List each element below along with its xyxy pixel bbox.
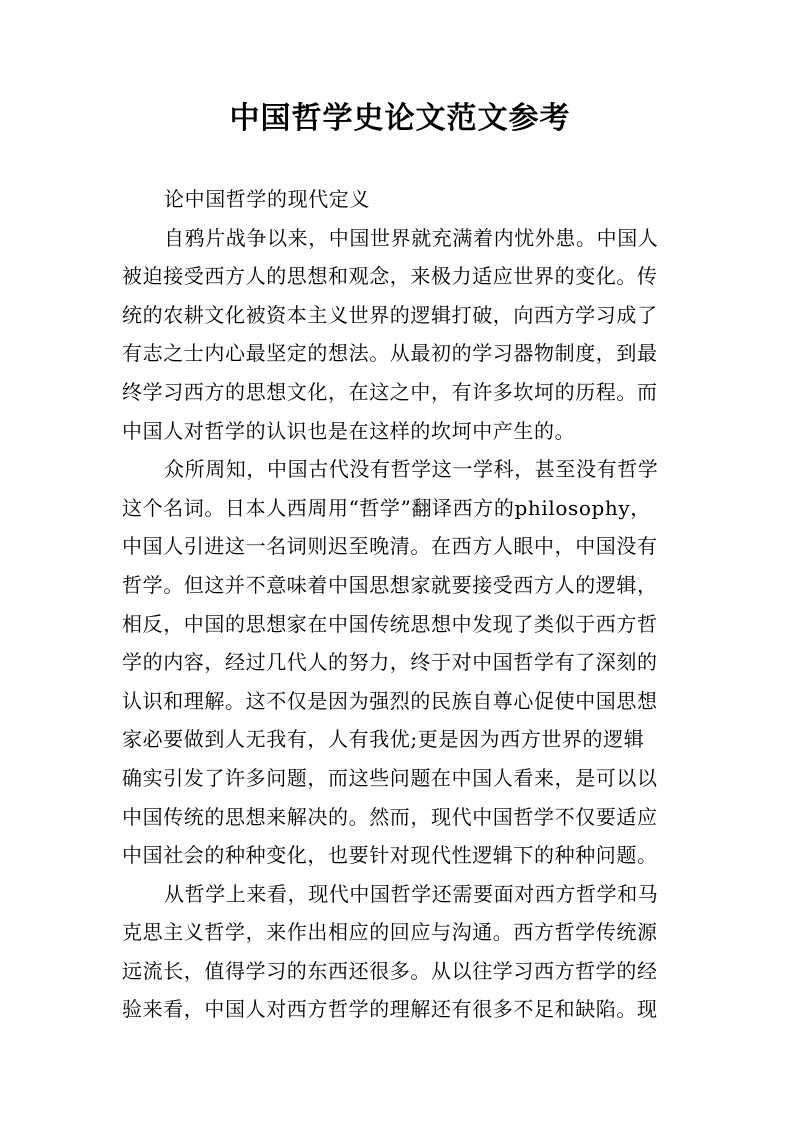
text-line: 确实引发了许多问题，而这些问题在中国人看来，是可以以 bbox=[122, 765, 658, 790]
text-line: 远流长，值得学习的东西还很多。从以往学习西方哲学的经 bbox=[122, 958, 658, 983]
text-line: 统的农耕文化被资本主义世界的逻辑打破，向西方学习成了 bbox=[122, 302, 658, 327]
text-line: 中国传统的思想来解决的。然而，现代中国哲学不仅要适应 bbox=[122, 804, 658, 829]
document-body bbox=[122, 180, 688, 1029]
text-line: 被迫接受西方人的思想和观念，来极力适应世界的变化。传 bbox=[122, 264, 658, 289]
text-line: 众所周知，中国古代没有哲学这一学科，甚至没有哲学 bbox=[164, 457, 659, 482]
text-line: 学的内容，经过几代人的努力，终于对中国哲学有了深刻的 bbox=[122, 650, 658, 675]
text-line: 认识和理解。这不仅是因为强烈的民族自尊心促使中国思想 bbox=[122, 688, 658, 713]
text-line: 中国社会的种种变化，也要针对现代性逻辑下的种种问题。 bbox=[122, 843, 658, 868]
text-line: 中国人对哲学的认识也是在这样的坎坷中产生的。 bbox=[122, 418, 576, 443]
text-line: 有志之士内心最坚定的想法。从最初的学习器物制度，到最 bbox=[122, 341, 658, 366]
text-line: 中国人引进这一名词则迟至晚清。在西方人眼中，中国没有 bbox=[122, 534, 658, 559]
text-line: 哲学。但这并不意味着中国思想家就要接受西方人的逻辑， bbox=[122, 572, 658, 597]
text-line: 验来看，中国人对西方哲学的理解还有很多不足和缺陷。现 bbox=[122, 997, 658, 1022]
text-line: 家必要做到人无我有，人有我优;更是因为西方世界的逻辑 bbox=[122, 727, 645, 752]
text-line: 这个名词。日本人西周用“哲学”翻译西方的philosophy， bbox=[122, 495, 651, 520]
document-title: 中国哲学史论文范文参考 bbox=[229, 101, 571, 136]
text-line: 从哲学上来看，现代中国哲学还需要面对西方哲学和马 bbox=[164, 881, 659, 906]
text-line: 相反，中国的思想家在中国传统思想中发现了类似于西方哲 bbox=[122, 611, 658, 636]
text-line: 论中国哲学的现代定义 bbox=[164, 187, 370, 211]
text-line: 终学习西方的思想文化，在这之中，有许多坎坷的历程。而 bbox=[122, 379, 658, 404]
text-line: 自鸦片战争以来，中国世界就充满着内忧外患。中国人 bbox=[164, 225, 659, 250]
text-line: 克思主义哲学，来作出相应的回应与沟通。西方哲学传统源 bbox=[122, 920, 658, 945]
